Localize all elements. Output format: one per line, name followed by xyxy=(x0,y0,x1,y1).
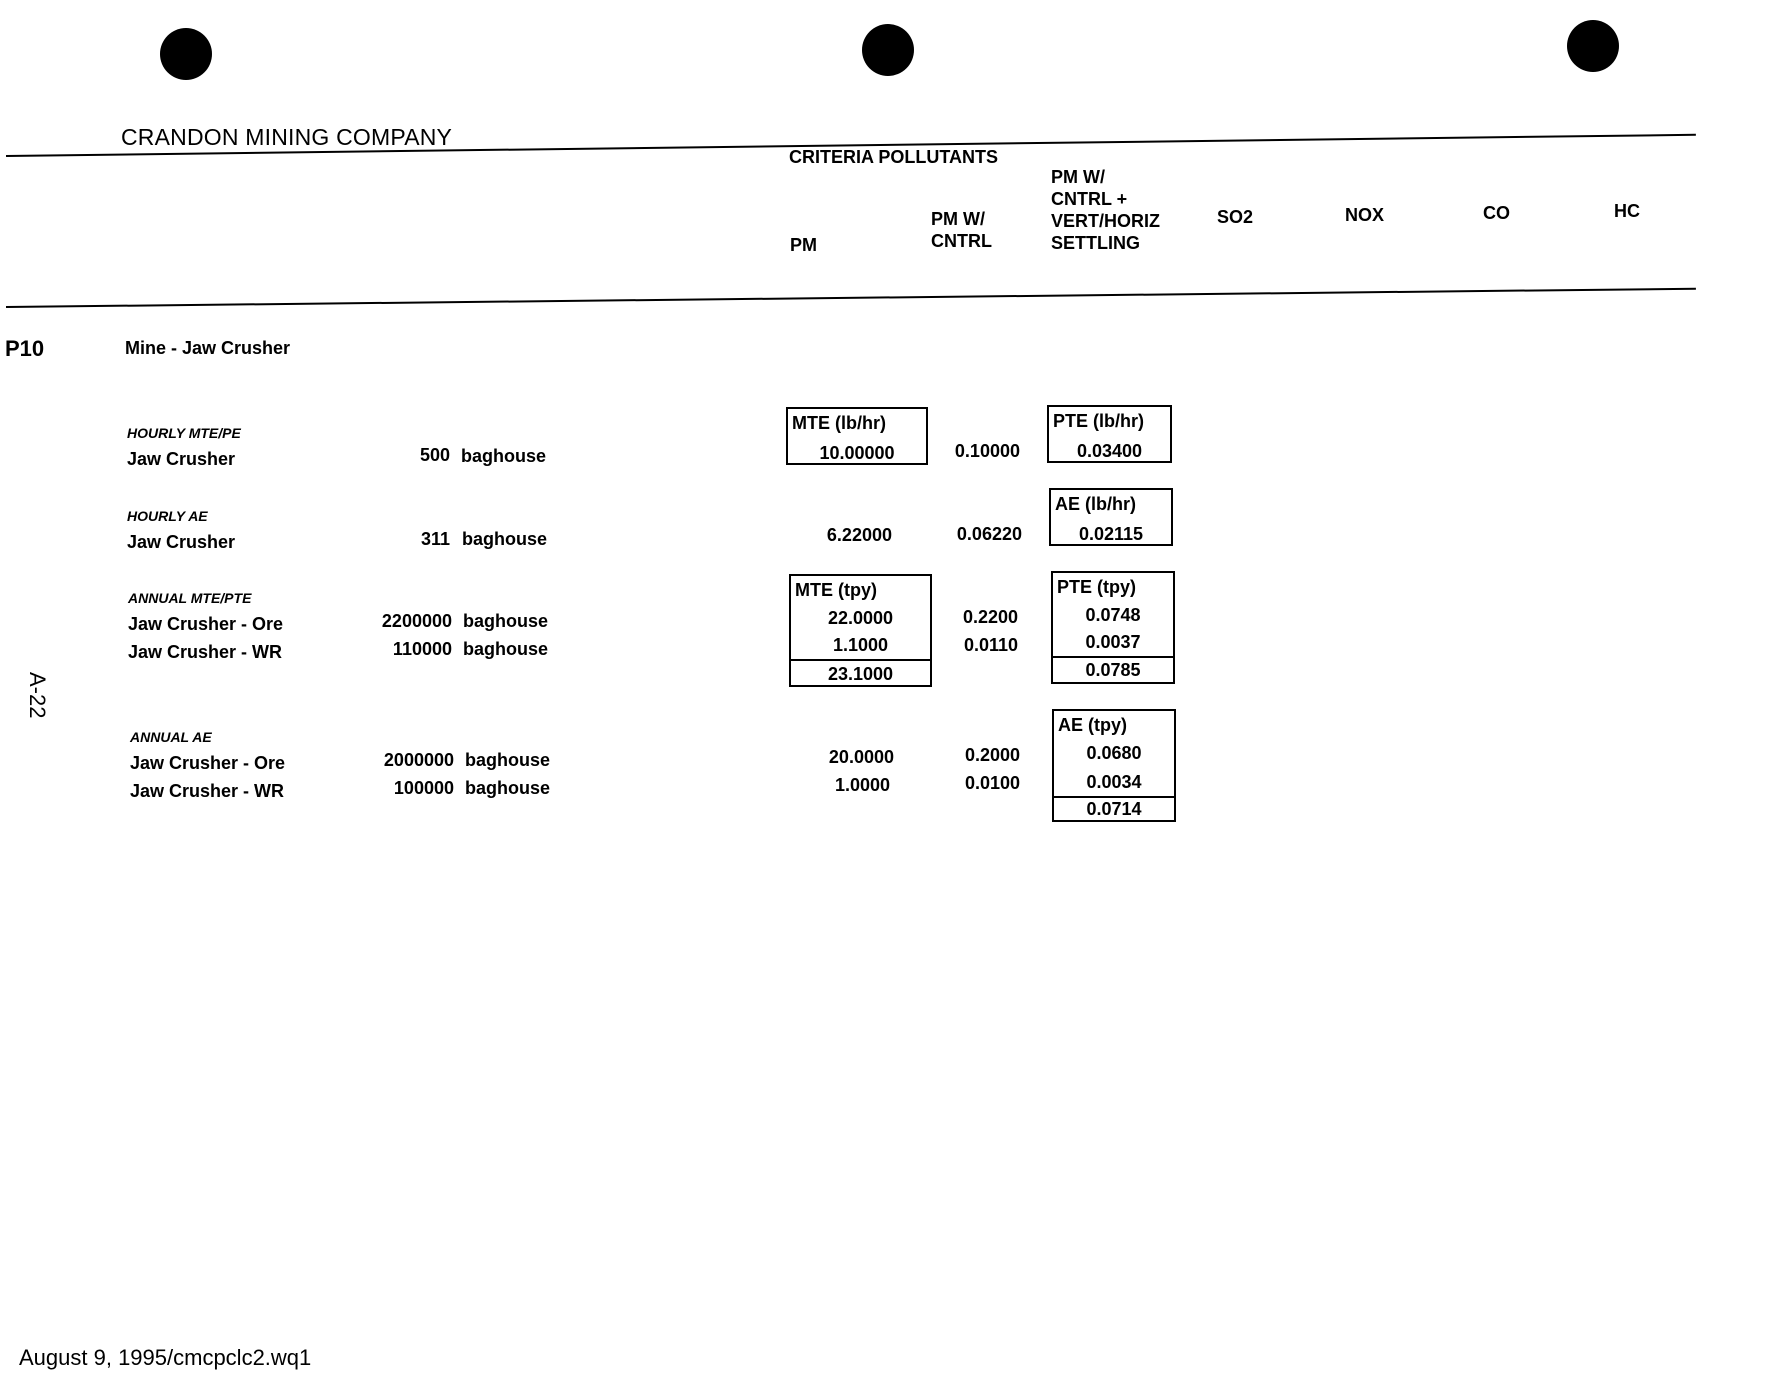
row-label: Jaw Crusher - Ore xyxy=(130,753,286,773)
box-title: AE (tpy) xyxy=(1058,715,1127,735)
column-header-pm: PM xyxy=(790,235,817,255)
criteria-pollutants-heading: CRITERIA POLLUTANTS xyxy=(789,147,998,167)
column-header-pm-cntrl xyxy=(931,208,992,252)
box-value: 0.02115 xyxy=(1078,524,1144,544)
cntrl-value: 0.2000 xyxy=(964,745,1020,765)
box-total: 0.0714 xyxy=(1086,799,1142,819)
cntrl-value: 0.0110 xyxy=(963,635,1018,655)
box-value: 0.0034 xyxy=(1086,772,1142,792)
column-header-so2: SO2 xyxy=(1217,207,1254,227)
box-hourly-mte xyxy=(786,407,928,465)
row-control-device: baghouse xyxy=(463,639,549,659)
box-title: PTE (lb/hr) xyxy=(1053,411,1144,431)
total-divider xyxy=(1054,796,1174,798)
box-value: 0.0037 xyxy=(1085,632,1141,652)
row-label: Jaw Crusher - Ore xyxy=(128,614,284,634)
box-hourly-pte xyxy=(1047,405,1172,463)
group-label-hourly-ae: HOURLY AE xyxy=(127,508,208,524)
row-control-device: baghouse xyxy=(461,446,547,466)
row-label: Jaw Crusher xyxy=(127,532,236,552)
box-title: PTE (tpy) xyxy=(1057,577,1136,597)
group-label-hourly-mte: HOURLY MTE/PE xyxy=(127,425,241,441)
header-bottom-rule xyxy=(6,288,1696,308)
company-name: CRANDON MINING COMPANY xyxy=(121,124,453,150)
row-quantity: 2000000 xyxy=(383,750,454,770)
row-control-device: baghouse xyxy=(463,611,549,631)
pm-value: 20.0000 xyxy=(828,747,894,767)
box-value: 1.1000 xyxy=(832,635,889,655)
column-header-pm-settling-line4: SETTLING xyxy=(1051,233,1140,253)
row-quantity: 311 xyxy=(420,529,450,549)
row-quantity: 110000 xyxy=(392,639,452,659)
column-header-co: CO xyxy=(1483,203,1510,223)
column-header-pm-settling-line1: PM W/ xyxy=(1051,167,1105,187)
row-label: Jaw Crusher - WR xyxy=(130,781,285,801)
cntrl-value: 0.2200 xyxy=(962,607,1018,627)
column-header-nox: NOX xyxy=(1345,205,1385,225)
box-total: 0.0785 xyxy=(1085,660,1141,680)
column-header-hc: HC xyxy=(1614,201,1640,221)
punch-hole-left xyxy=(160,28,212,80)
box-title: AE (lb/hr) xyxy=(1055,494,1136,514)
box-value: 22.0000 xyxy=(827,608,894,628)
box-title: MTE (tpy) xyxy=(795,580,877,600)
row-label: Jaw Crusher xyxy=(127,449,236,469)
page-number: A-22 xyxy=(25,672,50,719)
column-header-pm-settling-line3: VERT/HORIZ xyxy=(1051,211,1161,231)
box-annual-ae xyxy=(1052,709,1176,822)
punch-hole-right xyxy=(1567,20,1619,72)
box-total: 23.1000 xyxy=(827,664,894,684)
cntrl-value: 0.06220 xyxy=(956,524,1022,544)
column-header-pm-settling-line2: CNTRL + xyxy=(1051,189,1128,209)
row-quantity: 100000 xyxy=(393,778,454,798)
column-header-pm-settling xyxy=(1051,166,1160,254)
box-annual-pte xyxy=(1051,571,1175,684)
box-value: 10.00000 xyxy=(819,443,895,463)
row-control-device: baghouse xyxy=(465,750,551,770)
pm-value: 6.22000 xyxy=(826,525,892,545)
footer-date-file: August 9, 1995/cmcpclc2.wq1 xyxy=(19,1345,312,1370)
row-control-device: baghouse xyxy=(462,529,548,549)
punch-hole-center xyxy=(862,24,914,76)
row-quantity: 500 xyxy=(419,445,450,465)
group-label-annual-mte: ANNUAL MTE/PTE xyxy=(128,590,252,606)
total-divider xyxy=(791,659,930,661)
column-header-pm-cntrl-line1: PM W/ xyxy=(931,209,985,229)
box-value: 0.03400 xyxy=(1076,441,1143,461)
row-control-device: baghouse xyxy=(465,778,551,798)
box-annual-mte xyxy=(789,574,932,687)
box-value: 0.0748 xyxy=(1085,605,1141,625)
section-name: Mine - Jaw Crusher xyxy=(125,338,291,358)
total-divider xyxy=(1053,656,1173,658)
section-code: P10 xyxy=(5,336,45,361)
group-label-annual-ae: ANNUAL AE xyxy=(130,729,212,745)
row-label: Jaw Crusher - WR xyxy=(128,642,283,662)
cntrl-value: 0.0100 xyxy=(964,773,1020,793)
box-title: MTE (lb/hr) xyxy=(792,413,886,433)
pm-value: 1.0000 xyxy=(834,775,890,795)
row-quantity: 2200000 xyxy=(381,611,452,631)
cntrl-value: 0.10000 xyxy=(954,441,1020,461)
column-header-pm-cntrl-line2: CNTRL xyxy=(931,231,992,251)
box-hourly-ae xyxy=(1049,488,1173,546)
box-value: 0.0680 xyxy=(1086,743,1142,763)
